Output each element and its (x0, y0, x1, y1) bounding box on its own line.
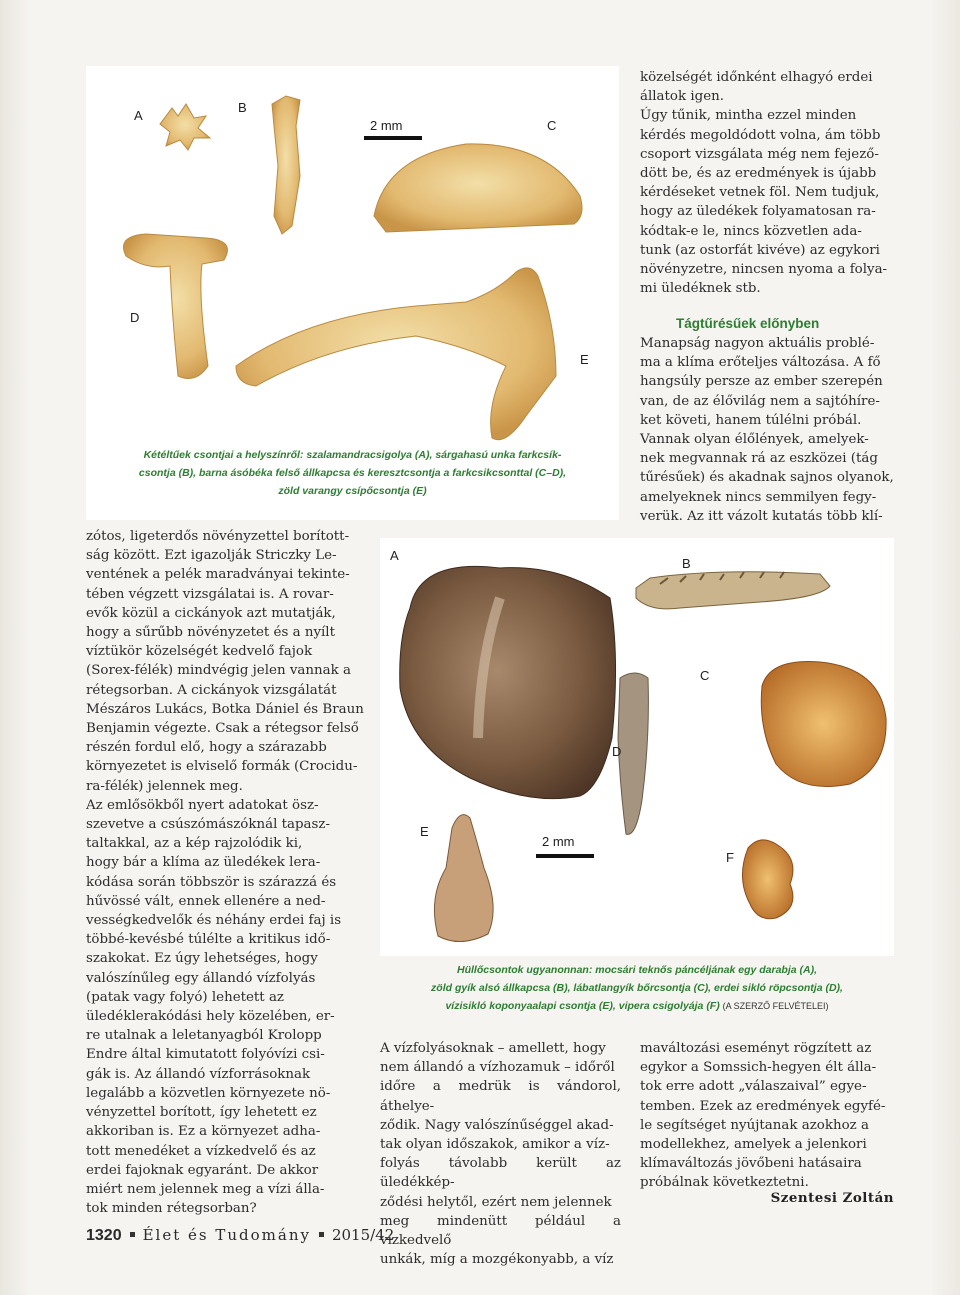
text-line: vességkedvelők és néhány erdei faj is (86, 913, 342, 929)
text-line: zótos, ligeterdős növényzettel borított- (86, 529, 350, 544)
figure1-scale-label: 2 mm (370, 118, 403, 133)
figure1-scale-bar (364, 136, 422, 140)
text-line: (Sorex-félék) mindvégig jelen vannak a (86, 663, 351, 679)
right-column-text (640, 1039, 896, 1193)
issue-number: 2015/42 (331, 1226, 395, 1244)
text-line: ság között. Ezt igazolják Striczky Le- (86, 548, 337, 564)
text-line: ra-félék) jelennek meg. (86, 778, 243, 794)
bone-c-osteoderm (761, 662, 886, 787)
figure2-caption (380, 961, 894, 1015)
text-line: ma a klíma erőteljes változása. A fő (640, 355, 881, 371)
text-line: erdei fajoknak egyaránt. De akkor (86, 1162, 319, 1178)
amphibian-bones-figure (86, 66, 619, 520)
bone-e-hip (236, 268, 556, 440)
text-line: evők közül a cickányok azt mutatják, (86, 605, 336, 621)
text-line: maváltozási eseményt rögzített az (640, 1041, 872, 1056)
figure2-label-f: F (726, 850, 734, 865)
figure2-label-d: D (612, 744, 622, 759)
text-line: hogy a sűrűbb növényzetet és a nyílt (86, 625, 335, 641)
figure1-label-a: A (134, 108, 143, 123)
text-line: hogy az üledékek folyamatosan ra- (640, 204, 876, 220)
figure2-caption-line: zöld gyík alsó állkapcsa (B), lábatlangyík bőrcsontja (C), erdei sikló röpcsontja (D), (431, 982, 843, 994)
bone-d-sacrum (124, 234, 228, 378)
text-line: kódtak-e le, nincs közvetlen ada- (640, 223, 862, 239)
figure2-label-c: C (700, 668, 710, 683)
reptile-bones-figure (380, 538, 894, 956)
text-line: Endre által kimutatott folyóvízi csi- (86, 1047, 325, 1063)
middle-column-paragraph (380, 1039, 621, 1269)
text-line: nek megvannak rá az eszközei (tág (640, 451, 878, 467)
text-line: Az emlősökből nyert adatokat ösz- (86, 797, 319, 813)
section-heading: Tágtűrésűek előnyben (676, 316, 820, 331)
text-line: valószínűleg egy állandó vízfolyás (86, 970, 316, 986)
bone-f-vertebra (742, 840, 792, 919)
figure2-caption-line (380, 997, 894, 1015)
text-line: meg mindenütt például a vízkedvelő (380, 1213, 621, 1249)
text-line: Vannak olyan élőlények, amelyek- (640, 432, 869, 448)
separator-square-icon (130, 1232, 135, 1237)
text-line: kérdéseket vetnek föl. Nem tudjuk, (640, 185, 880, 201)
page-footer (86, 1226, 394, 1245)
text-line: mi üledéknek stb. (640, 281, 761, 297)
left-column-paragraph (86, 527, 366, 1218)
bone-b-jaw (636, 572, 830, 609)
text-line: Mészáros Lukács, Botka Dániel és Braun (86, 701, 364, 717)
text-line: klímaváltozás jövőbeni hatásaira (640, 1156, 862, 1172)
right-top-text (640, 68, 896, 298)
section-paragraph (640, 334, 896, 526)
text-line: amelyeknek nincs semmilyen fegy- (640, 489, 877, 505)
text-line: vényzettel borított, így lehetett ez (86, 1105, 317, 1121)
right-column-paragraph (640, 1039, 896, 1193)
text-line: hangsúly persze az ember szerepén (640, 374, 883, 390)
text-line: hűvössé vált, ennek ellenére a ned- (86, 893, 326, 909)
figure1-label-b: B (238, 100, 247, 115)
text-line: ket követi, hanem túlélni próbál. (640, 412, 862, 428)
text-line: Benjamin végezte. Csak a rétegsor felső (86, 721, 359, 737)
text-line: közelségét időnként elhagyó erdei (640, 70, 873, 85)
text-line: szakokat. Ez úgy lehetséges, hogy (86, 951, 318, 967)
text-line: tok erre adott „válaszaival” egye- (640, 1079, 867, 1095)
separator-square-icon (319, 1232, 324, 1237)
text-line: víztükör közelségét kedvelő fajok (86, 644, 313, 660)
text-line: le segítséget nyújtanak azokhoz a (640, 1117, 869, 1133)
text-line: szevetve a csúszómászóknál tapasz- (86, 817, 330, 833)
text-line: akkoriban is. Ez a környezet adha- (86, 1124, 321, 1140)
text-line: többé-kevésbé túlélte a kritikus idő- (86, 932, 331, 948)
text-line: üledéklerakódási hely közelében, er- (86, 1009, 335, 1025)
figure2-label-b: B (682, 556, 691, 571)
text-line: hogy bár a klíma az üledékek lera- (86, 855, 321, 871)
text-line: gák is. Az állandó vízforrásoknak (86, 1066, 311, 1082)
text-line: egykor a Somssich-hegyen élt álla- (640, 1060, 877, 1076)
text-line: környezetet is elviselő formák (Crocidu- (86, 759, 358, 775)
text-line: tott menedéket a vízkedvelő és az (86, 1143, 316, 1159)
figure2-caption-text: vízisikló koponyaalapi csontja (E), vipera csigolyája (F) (445, 1000, 720, 1012)
text-line: állatok igen. (640, 89, 725, 105)
text-line: tunk (az ostorfát kivéve) az egykori (640, 242, 880, 258)
text-line: rétegsorban. A cickányok vizsgálatát (86, 682, 337, 698)
figure1-label-e: E (580, 352, 589, 367)
text-line: növényzetre, nincsen nyoma a folya- (640, 262, 888, 278)
figure1-caption-line: csontja (B), barna ásóbéka felső állkapcsa és keresztcsontja a farkcsikcsonttal (C–D), (138, 467, 567, 479)
bone-a-turtle-shell (400, 566, 616, 798)
bone-b-tailbone (272, 96, 300, 234)
text-line: tűrésűek) és akadnak sajnos olyanok, (640, 470, 894, 486)
text-line: csoport vizsgálata még nem fejező- (640, 146, 879, 162)
text-line: van, de az élővilág nem a sajtóhíre- (640, 393, 880, 409)
page-number: 1320 (86, 1227, 122, 1244)
text-line: tében végzett vizsgálatai is. A rovar- (86, 586, 334, 602)
left-column-text (86, 527, 366, 1218)
bone-e-skull-base (434, 815, 493, 942)
text-line: re utalnak a leletanyagból Krolopp (86, 1028, 322, 1044)
text-line: taltakkal, az a kép rajzolódik ki, (86, 836, 303, 852)
text-line: kérdés megoldódott volna, ám több (640, 127, 881, 143)
text-line: tak olyan időszakok, amikor a víz- (380, 1137, 610, 1153)
right-top-paragraph (640, 68, 896, 298)
text-line: próbálnak következtetni. (640, 1175, 809, 1191)
text-line: (patak vagy folyó) lehetett az (86, 989, 284, 1005)
text-line: verük. Az itt vázolt kutatás több klí- (640, 508, 883, 524)
text-line: ződik. Nagy valószínűséggel akad- (380, 1117, 614, 1133)
figure1-label-c: C (547, 118, 557, 133)
bone-a-vertebra (160, 104, 210, 150)
middle-column-text (380, 1039, 621, 1269)
figure1-label-d: D (130, 310, 140, 325)
figure2-scale-bar (536, 854, 594, 858)
journal-title: Élet és Tudomány (142, 1226, 311, 1244)
text-line: tok minden rétegsorban? (86, 1201, 257, 1217)
text-line: Úgy tűnik, mintha ezzel minden (640, 108, 857, 124)
text-line: kódása során többször is szárazzá és (86, 874, 337, 890)
text-line: folyás távolabb került az üledékkép- (380, 1156, 621, 1191)
text-line: ződési helytől, ezért nem jelennek (380, 1194, 612, 1210)
text-line: A vízfolyásoknak – amellett, hogy (380, 1041, 606, 1056)
text-line: nem állandó a vízhozamuk – időről (380, 1060, 615, 1076)
figure2-label-a: A (390, 548, 399, 563)
figure1-caption (86, 446, 619, 500)
bone-d-rib (618, 673, 648, 834)
text-line: modellekhez, amelyek a jelenkori (640, 1137, 867, 1153)
author-name: Szentesi Zoltán (770, 1190, 894, 1206)
photo-credit: (A SZERZŐ FELVÉTELEI) (722, 1001, 829, 1011)
text-line: dött be, és az eredmények is újabb (640, 166, 877, 182)
text-line: legalább a közvetlen környezete nö- (86, 1085, 331, 1101)
text-line: unkák, míg a mozgékonyabb, a víz (380, 1252, 614, 1268)
figure2-scale-label: 2 mm (542, 834, 575, 849)
figure2-label-e: E (420, 824, 429, 839)
section-text (640, 334, 896, 526)
text-line: miért nem jelennek meg a vízi álla- (86, 1181, 325, 1197)
text-line: Manapság nagyon aktuális problé- (640, 336, 875, 351)
figure1-caption-line: zöld varangy csípőcsontja (E) (278, 485, 427, 497)
text-line: időre a medrük is vándorol, áthelye- (380, 1079, 621, 1114)
figure1-caption-line: Kétéltűek csontjai a helyszínről: szalamandracsigolya (A), sárgahasú unka farkcsík- (143, 449, 562, 461)
reptile-bones-illustration (380, 538, 894, 956)
text-line: temben. Ezek az eredmények egyfé- (640, 1098, 886, 1114)
bone-c-half-disc (374, 144, 582, 232)
text-line: ventének a pelék maradványai tekinte- (86, 567, 350, 583)
figure2-caption-line: Hüllőcsontok ugyanonnan: mocsári teknős páncéljának egy darabja (A), (457, 964, 817, 976)
text-line: részén fordul elő, hogy a szárazabb (86, 740, 327, 756)
